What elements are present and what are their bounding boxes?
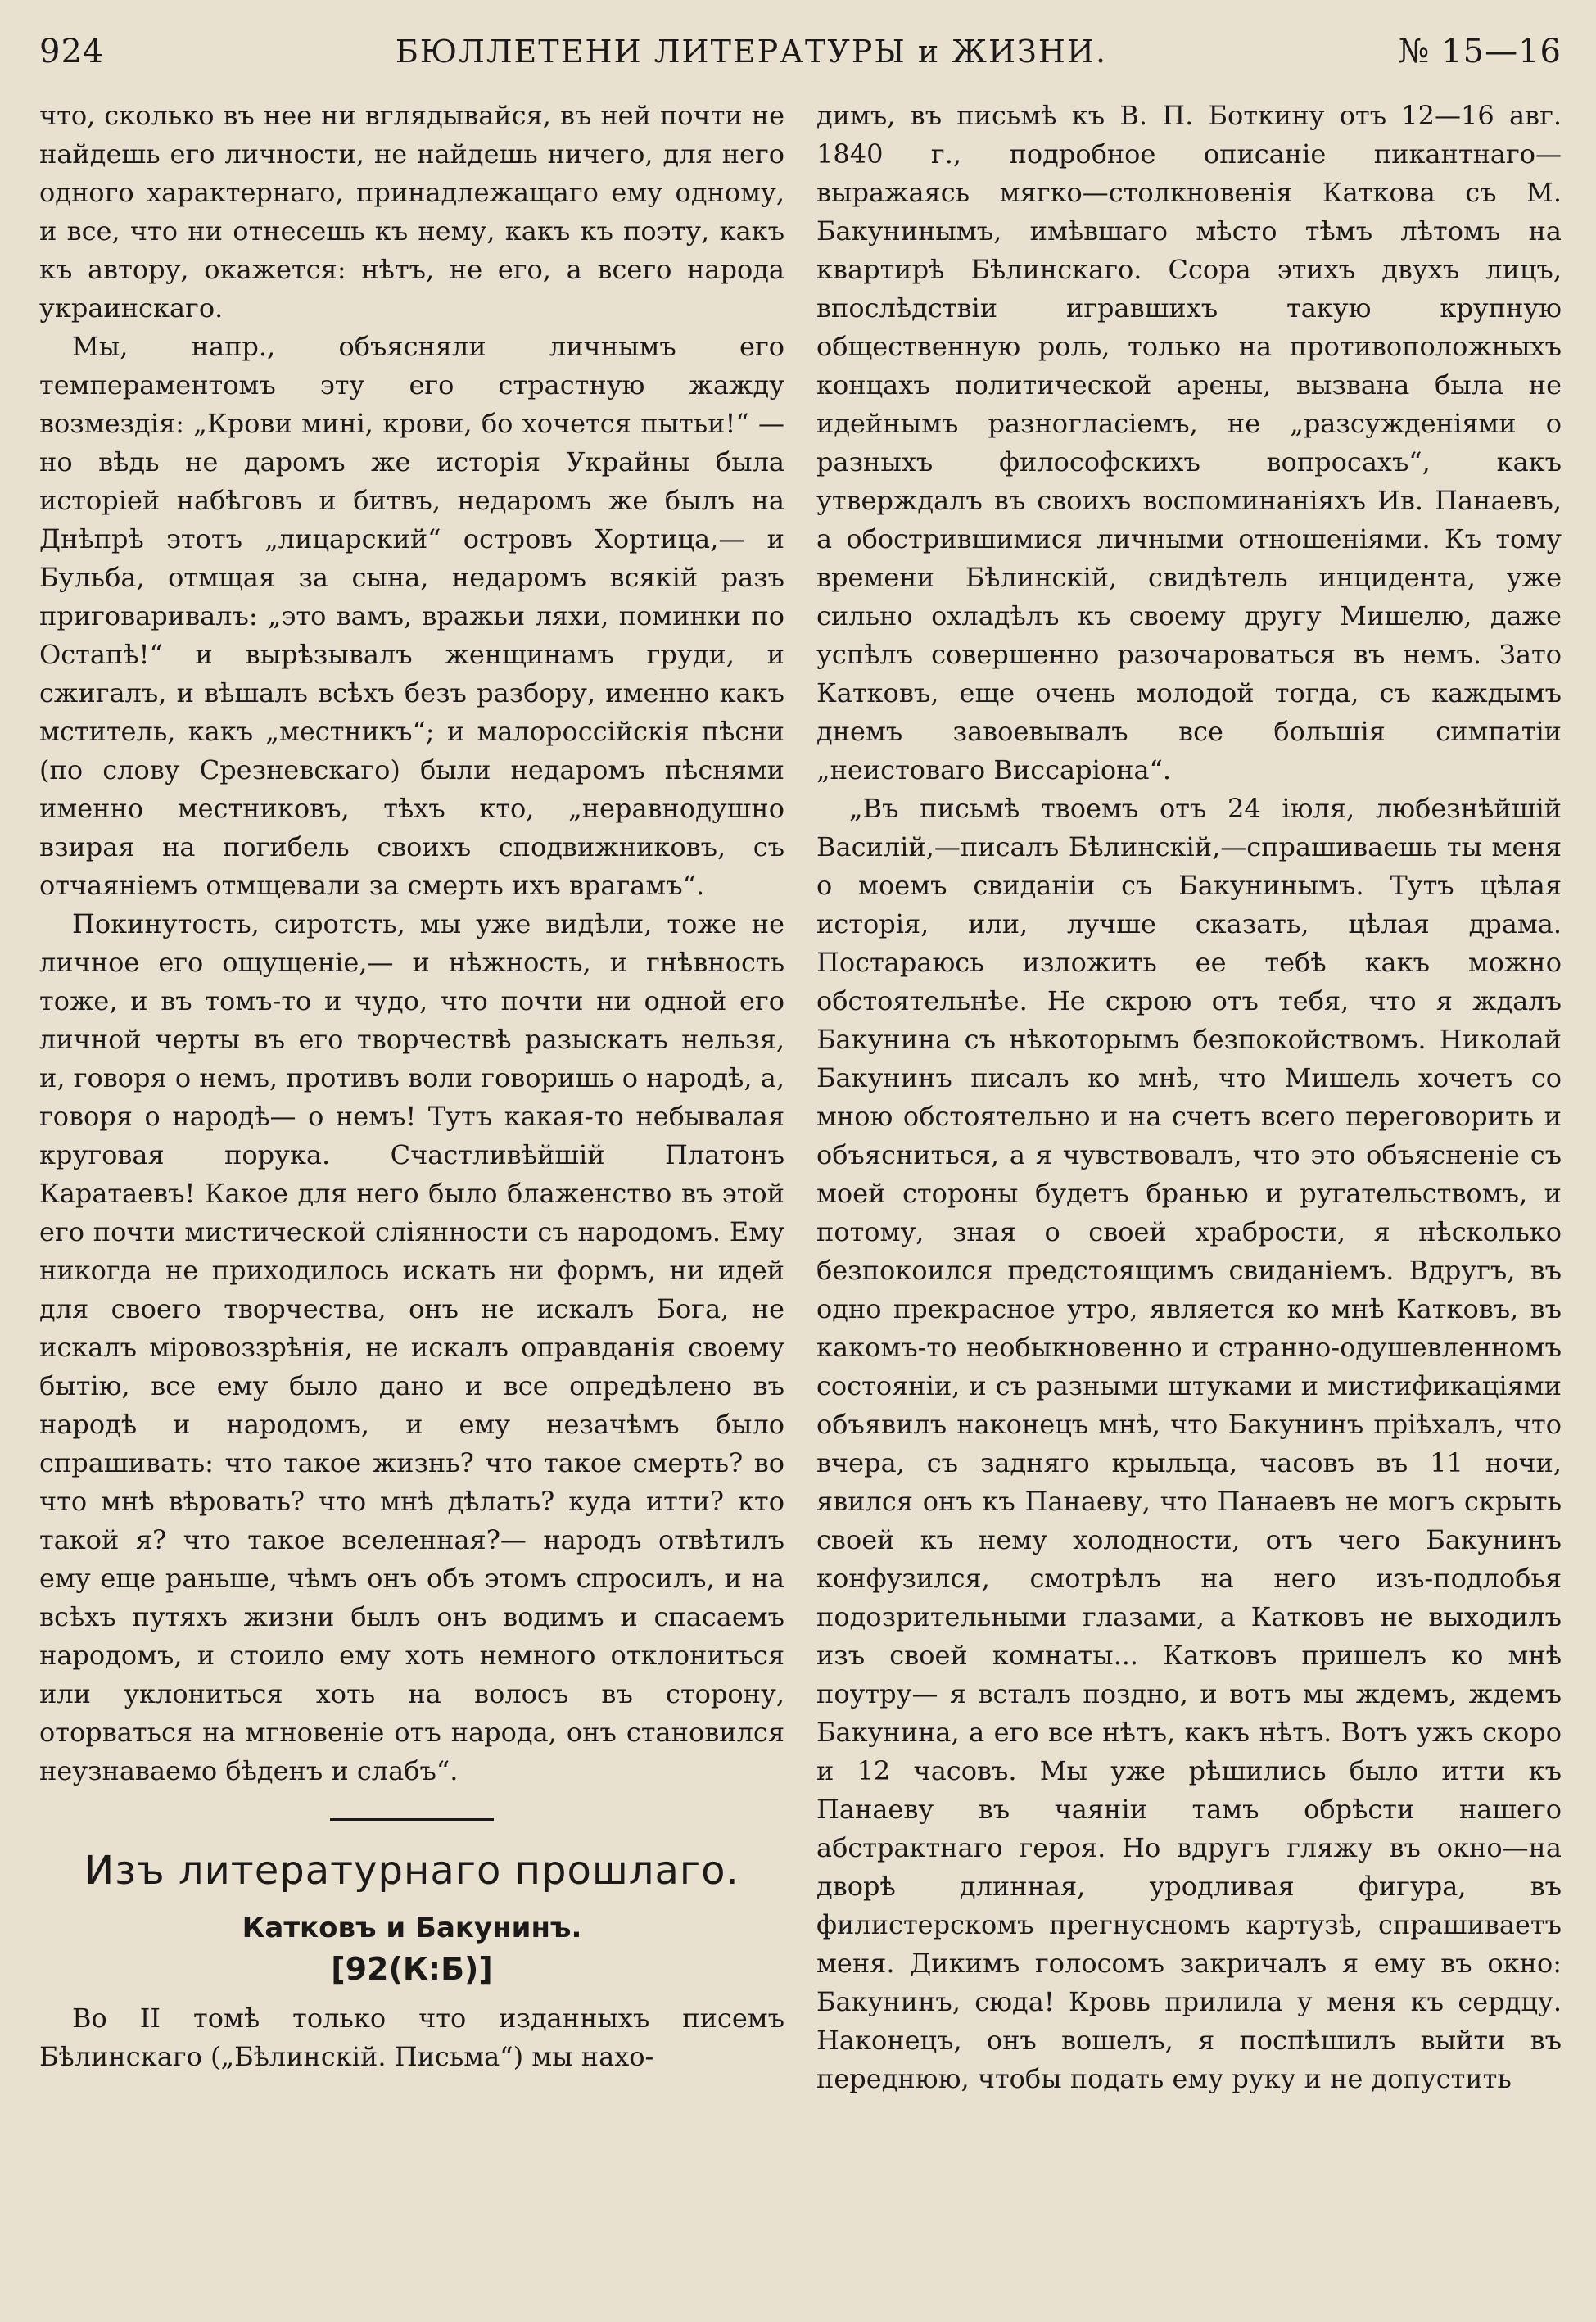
section-divider bbox=[330, 1818, 494, 1821]
text-columns bbox=[39, 97, 1562, 2292]
paragraph: „Въ письмѣ твоемъ отъ 24 іюля, любезнѣйшій Василій,—писалъ Бѣлинскій,—спрашиваешь ты меня о моемъ свиданіи съ Бакунинымъ. Тутъ цѣлая исторія, или, лучше сказать, цѣлая драма. Постараюсь изложить ее тебѣ какъ можно обстоятельнѣе. Не скрою отъ тебя, что я ждалъ Бакунина съ нѣкоторымъ безпокойствомъ. Николай Бакунинъ писалъ ко мнѣ, что Мишель хочетъ со мною обстоятельно и на счетъ всего переговорить и объясниться, а я чувствовалъ, что это объясненіе съ моей стороны будетъ бранью и ругательствомъ, и потому, зная о своей храбрости, я нѣсколько безпокоился предстоящимъ свиданіемъ. Вдругъ, въ одно прекрасное утро, является ко мнѣ Катковъ, въ какомъ-то необыкновенно и странно-одушевленномъ состояніи, и съ разными штуками и мистификаціями объявилъ наконецъ мнѣ, что Бакунинъ пріѣхалъ, что вчера, съ задняго крыльца, часовъ въ 11 ночи, явился онъ къ Панаеву, что Панаевъ не могъ скрыть своей къ нему холодности, отъ чего Бакунинъ конфузился, смотрѣлъ на него изъ-подлобья подозрительными глазами, а Катковъ не выходилъ изъ своей комнаты... Катковъ пришелъ ко мнѣ поутру— я всталъ поздно, и вотъ мы ждемъ, ждемъ Бакунина, а его все нѣтъ, какъ нѣтъ. Вотъ ужъ скоро и 12 часовъ. Мы уже рѣшились было итти къ Панаеву въ чаяніи тамъ обрѣсти нашего абстрактнаго героя. Но вдругъ гляжу въ окно—на дворѣ длинная, уродливая фигура, въ филистерскомъ прегнусномъ картузѣ, спрашиваетъ меня. Дикимъ голосомъ закричалъ я ему въ окно: Бакунинъ, сюда! Кровь прилила у меня къ сердцу. Наконецъ, онъ вошелъ, я поспѣшилъ выйти въ переднюю, чтобы подать ему руку и не допустить bbox=[816, 793, 1562, 2094]
left-column bbox=[39, 97, 784, 2292]
paragraph: Мы, напр., объясняли личнымъ его темпераментомъ эту его страстную жажду возмездія: „Крови мині, крови, бо хочется пытьи!“ — но вѣдь не даромъ же исторія Украйны была исторіей набѣговъ и битвъ, недаромъ же былъ на Днѣпрѣ этотъ „лицарский“ островъ Хортица,— и Бульба, отмщая за сына, недаромъ всякій разъ приговаривалъ: „это вамъ, вражьи ляхи, поминки по Остапѣ!“ и вырѣзывалъ женщинамъ груди, и сжигалъ, и вѣшалъ всѣхъ безъ разбору, именно какъ мститель, какъ „местникъ“; и малороссійскія пѣсни (по слову Срезневскаго) были недаромъ пѣснями именно местниковъ, тѣхъ кто, „неравнодушно взирая на погибель своихъ сподвижниковъ, съ отчаяніемъ отмщевали за смерть ихъ врагамъ“. bbox=[39, 331, 784, 901]
journal-title: БЮЛЛЕТЕНИ ЛИТЕРАТУРЫ и ЖИЗНИ. bbox=[395, 34, 1108, 70]
issue-number: № 15—16 bbox=[1398, 33, 1562, 70]
right-column bbox=[816, 97, 1562, 2292]
article-code: [92(К:Б)] bbox=[331, 1951, 493, 1987]
paragraph: Во II томѣ только что изданныхъ писемъ Бѣлинскаго („Бѣлинскій. Письма“) мы нахо- bbox=[39, 2003, 784, 2072]
page-number: 924 bbox=[39, 33, 105, 70]
article-title: Катковъ и Бакунинъ. bbox=[242, 1912, 582, 1944]
section-title: Изъ литературнаго прошлаго. bbox=[84, 1848, 739, 1894]
paragraph: Покинутость, сиротсть, мы уже видѣли, тоже не личное его ощущеніе,— и нѣжность, и гнѣвность тоже, и въ томъ-то и чудо, что почти ни одной его личной черты въ его творчествѣ разыскать нельзя, и, говоря о немъ, противъ воли говоришь о народѣ, а, говоря о народѣ— о немъ! Тутъ какая-то небывалая круговая порука. Счастливѣйшій Платонъ Каратаевъ! Какое для него было блаженство въ этой его почти мистической слiянности съ народомъ. Ему никогда не приходилось искать ни формъ, ни идей для своего творчества, онъ не искалъ Бога, не искалъ міровоззрѣнія, не искалъ оправданія своему бытію, все ему было дано и все опредѣлено въ народѣ и народомъ, и ему незачѣмъ было спрашивать: что такое жизнь? что такое смерть? во что мнѣ вѣровать? что мнѣ дѣлать? куда итти? кто такой я? что такое вселенная?— народъ отвѣтилъ ему еще раньше, чѣмъ онъ объ этомъ спросилъ, и на всѣхъ путяхъ жизни былъ онъ водимъ и спасаемъ народомъ, и стоило ему хоть немного отклониться или уклониться хоть на волосъ въ сторону, оторваться на мгновеніе отъ народа, онъ становился неузнаваемо бѣденъ и слабъ“. bbox=[39, 908, 784, 1786]
paragraph: димъ, въ письмѣ къ В. П. Боткину отъ 12—16 авг. 1840 г., подробное описаніе пикантнаго— выражаясь мягко—столкновенія Каткова съ М. Бакунинымъ, имѣвшаго мѣсто тѣмъ лѣтомъ на квартирѣ Бѣлинскаго. Ссора этихъ двухъ лицъ, впослѣдствіи игравшихъ такую крупную общественную роль, только на противоположныхъ концахъ политической арены, вызвана была не идейнымъ разногласіемъ, не „разсужденіями о разныхъ философскихъ вопросахъ“, какъ утверждалъ въ своихъ воспоминаніяхъ Ив. Панаевъ, а обострившимися личными отношеніями. Къ тому времени Бѣлинскій, свидѣтель инцидента, уже сильно охладѣлъ къ своему другу Мишелю, даже успѣлъ совершенно разочароваться въ немъ. Зато Катковъ, еще очень молодой тогда, съ каждымъ днемъ завоевывалъ все большія симпатіи „неистоваго Виссаріона“. bbox=[816, 100, 1562, 785]
running-head bbox=[39, 33, 1562, 97]
paragraph: что, сколько въ нее ни вглядывайся, въ ней почти не найдешь его личности, не найдешь ничего, для него одного характернаго, принадлежащаго ему одному, и все, что ни отнесешь къ нему, какъ къ поэту, какъ къ автору, окажется: нѣтъ, не его, а всего народа украинскаго. bbox=[39, 100, 784, 324]
